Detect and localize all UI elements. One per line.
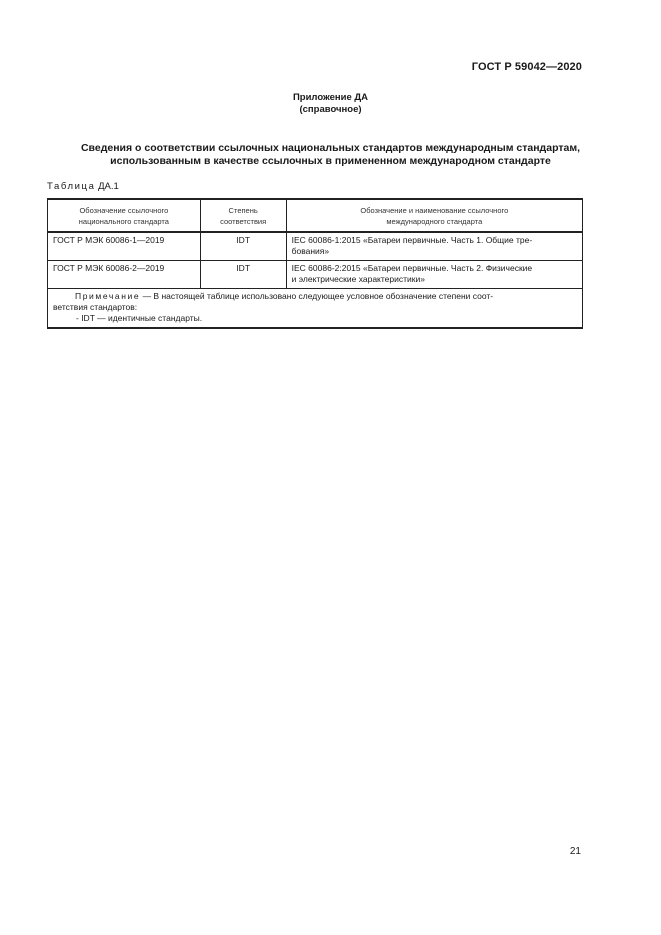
cell-international-line-2: бования» xyxy=(291,246,330,256)
cell-international-line-1: IEC 60086-1:2015 «Батареи первичные. Часть 1. Общие тре- xyxy=(291,235,533,245)
header-national-line-2: национального стандарта xyxy=(78,216,169,226)
cell-international-standard xyxy=(286,232,582,261)
cell-international-line-1: IEC 60086-2:2015 «Батареи первичные. Часть 2. Физические xyxy=(291,263,533,273)
table-row xyxy=(48,232,583,261)
table-note xyxy=(48,289,583,329)
note-text-2: ветствия стандартов: xyxy=(53,302,138,312)
table-note-row xyxy=(48,289,583,329)
cell-degree: IDT xyxy=(200,232,286,261)
header-international-line-2: международного стандарта xyxy=(386,216,483,226)
cell-international-line-2: и электрические характеристики» xyxy=(291,274,425,284)
note-label: Примечание xyxy=(75,291,141,301)
section-title-line-1: Сведения о соответствии ссылочных национальных стандартов международным стандартам, xyxy=(80,142,581,154)
header-degree-line-2: соответствия xyxy=(220,216,267,226)
section-title xyxy=(30,142,631,168)
section-title-line-2: использованным в качестве ссылочных в примененном международном стандарте xyxy=(110,155,551,167)
document-code: ГОСТ Р 59042—2020 xyxy=(471,61,582,73)
appendix-title: Приложение ДА xyxy=(292,92,369,103)
header-national-standard xyxy=(48,199,201,232)
table-caption-number: ДА.1 xyxy=(98,181,119,192)
header-international-standard xyxy=(286,199,582,232)
appendix-heading xyxy=(0,92,661,116)
table-caption-word: Таблица xyxy=(47,181,96,192)
header-degree xyxy=(200,199,286,232)
appendix-subtitle: (справочное) xyxy=(299,104,362,115)
note-text-1: — В настоящей таблице использовано следующее условное обозначение степени соот- xyxy=(140,291,494,301)
note-line-1 xyxy=(53,291,577,302)
page-number: 21 xyxy=(569,846,581,857)
cell-international-standard xyxy=(286,261,582,289)
cell-national-standard: ГОСТ Р МЭК 60086-2—2019 xyxy=(48,261,201,289)
header-degree-line-1: Степень xyxy=(228,205,258,215)
standards-table xyxy=(47,198,583,329)
cell-degree: IDT xyxy=(200,261,286,289)
note-text-3: - IDT — идентичные стандарты. xyxy=(76,313,203,323)
cell-national-standard: ГОСТ Р МЭК 60086-1—2019 xyxy=(48,232,201,261)
header-international-line-1: Обозначение и наименование ссылочного xyxy=(360,205,509,215)
table-row xyxy=(48,261,583,289)
header-national-line-1: Обозначение ссылочного xyxy=(79,205,169,215)
table-header-row xyxy=(48,199,583,232)
table-caption xyxy=(47,181,119,192)
